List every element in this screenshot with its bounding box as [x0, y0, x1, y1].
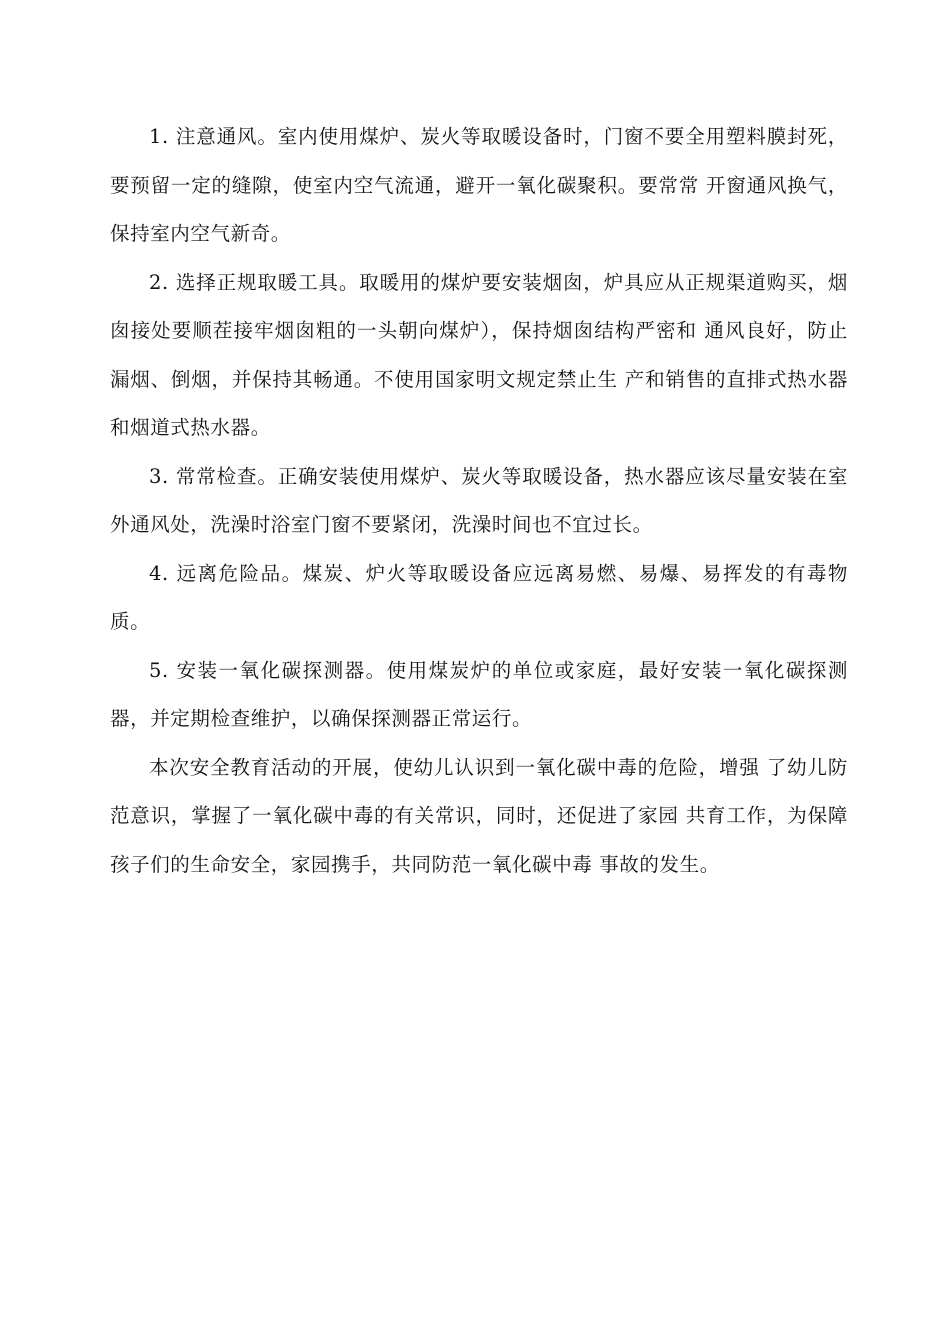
paragraph-ventilation: 1. 注意通风。室内使用煤炉、炭火等取暖设备时，门窗不要全用塑料膜封死，要预留一定的缝隙，使室内空气流通，避开一氧化碳聚积。要常常 开窗通风换气，保持室内空气新奇。 — [110, 125, 848, 245]
paragraph-heating-tools: 2. 选择正规取暖工具。取暖用的煤炉要安装烟囱，炉具应从正规渠道购买，烟囱接处要顺茬接牢烟囱粗的一头朝向煤炉），保持烟囱结构严密和 通风良好，防止漏烟、倒烟，并保持其畅通。不使用国家明文规定禁止生 产和销售的直排式热水器和烟道式热水器。 — [110, 270, 848, 439]
document-body — [110, 113, 848, 889]
paragraph-conclusion: 本次安全教育活动的开展，使幼儿认识到一氧化碳中毒的危险，增强 了幼儿防范意识，掌握了一氧化碳中毒的有关常识，同时，还促进了家园 共育工作，为保障孩子们的生命安全，家园携手，共同防范一氧化碳中毒 事故的发生。 — [110, 755, 848, 876]
paragraph-inspection: 3. 常常检查。正确安装使用煤炉、炭火等取暖设备，热水器应该尽量安装在室外通风处，洗澡时浴室门窗不要紧闭，洗澡时间也不宜过长。 — [110, 464, 848, 536]
paragraph-hazardous-materials: 4. 远离危险品。煤炭、炉火等取暖设备应远离易燃、易爆、易挥发的有毒物质。 — [110, 561, 848, 633]
paragraph-co-detector: 5. 安装一氧化碳探测器。使用煤炭炉的单位或家庭，最好安装一氧化碳探测器，并定期检查维护，以确保探测器正常运行。 — [110, 658, 848, 730]
